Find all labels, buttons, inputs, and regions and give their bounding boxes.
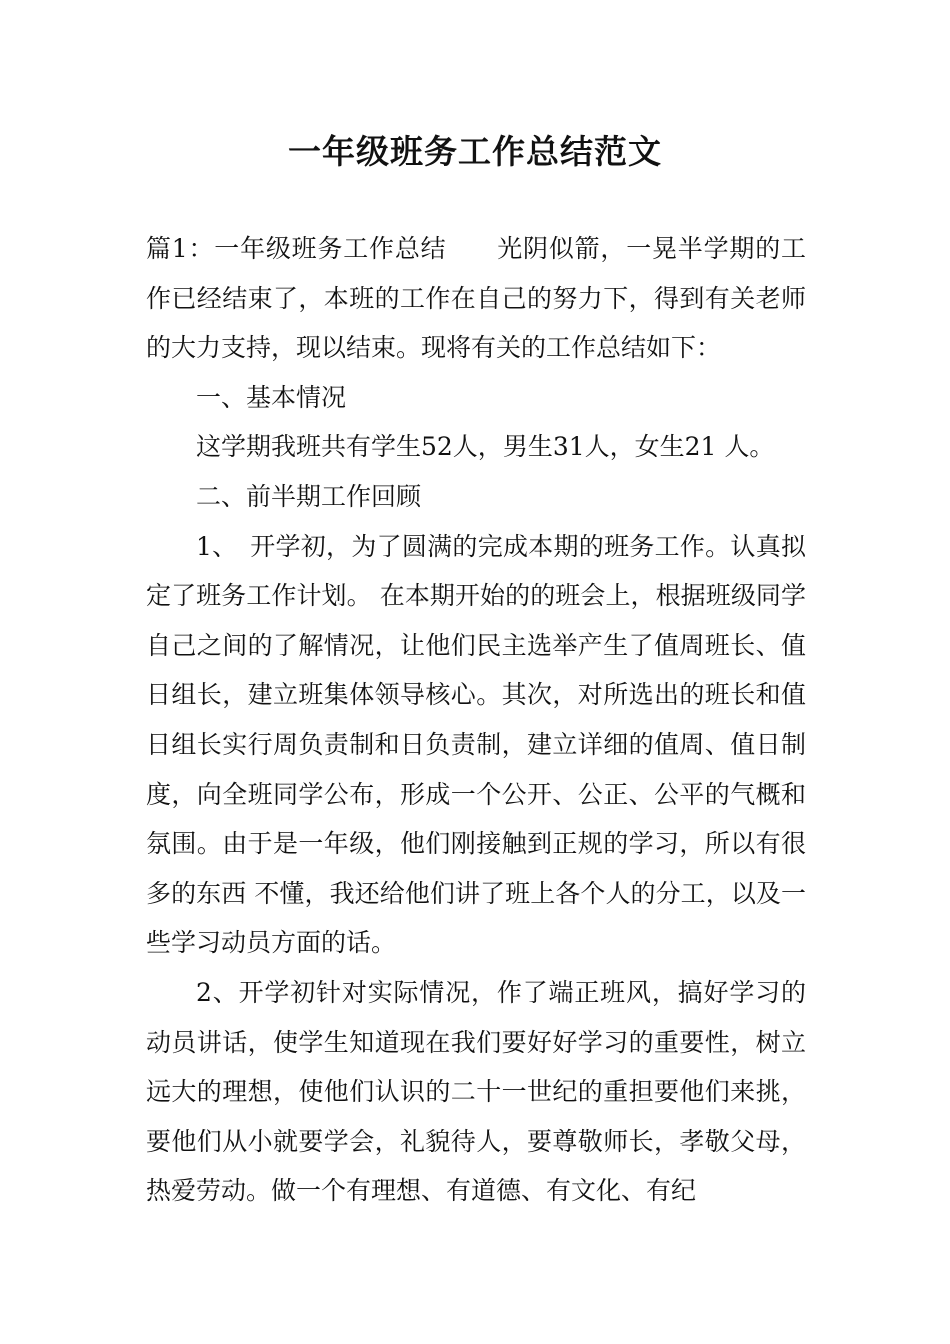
paragraph-item-1: 1、 开学初，为了圆满的完成本期的班务工作。认真拟定了班务工作计划。 在本期开始的的班会上，根据班级同学自己之间的了解情况，让他们民主选举产生了值周班长、值日组长，建立班集体领导核心。其次，对所选出的班长和值日组长实行周负责制和日负责制，建立详细的值周、值日制度，向全班同学公布，形成一个公开、公正、公平的气概和氛围。由于是一年级，他们刚接触到正规的学习，所以有很多的东西 不懂，我还给他们讲了班上各个人的分工，以及一些学习动员方面的话。 bbox=[146, 531, 806, 958]
paragraph-intro bbox=[146, 224, 806, 373]
document-title: 一年级班务工作总结范文 bbox=[288, 132, 662, 171]
heading-basic-situation: 一、基本情况 bbox=[196, 382, 347, 412]
paragraph-item-2: 2、开学初针对实际情况，作了端正班风，搞好学习的动员讲话，使学生知道现在我们要好好学习的重要性，树立远大的理想，使他们认识的二十一世纪的重担要他们来挑，要他们从小就要学会，礼貌待人，要尊敬师长，孝敬父母，热爱劳动。做一个有理想、有道德、有文化、有纪 bbox=[146, 977, 806, 1206]
paragraph-text: 光阴似箭，一晃半学期的工作已经结束了，本班的工作在自己的努力下，得到有关老师的大力支持，现以结束。现将有关的工作总结如下： bbox=[146, 234, 806, 363]
heading-first-half-review: 二、前半期工作回顾 bbox=[196, 481, 422, 511]
document-body bbox=[146, 224, 806, 1216]
paragraph-student-count: 这学期我班共有学生52人，男生31人，女生21 人。 bbox=[196, 432, 775, 462]
section-lead: 篇1：一年级班务工作总结 bbox=[146, 234, 447, 263]
